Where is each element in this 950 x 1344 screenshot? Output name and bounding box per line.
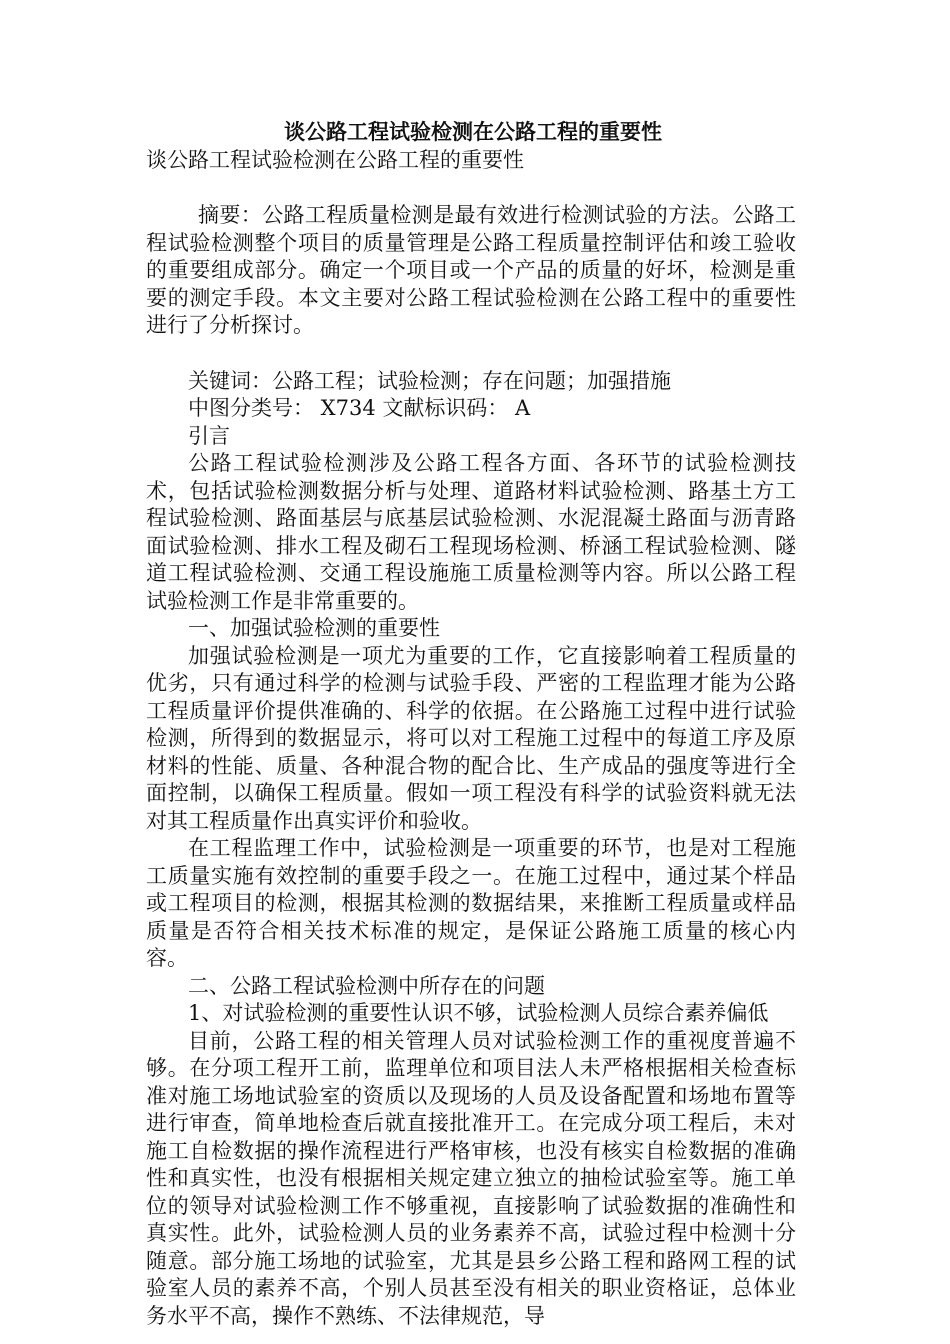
document-page bbox=[146, 118, 796, 1330]
section2-heading: 二、公路工程试验检测中所存在的问题 bbox=[188, 973, 545, 998]
section1-paragraph-1: 加强试验检测是一项尤为重要的工作，它直接影响着工程质量的优劣，只有通过科学的检测与试验手段、严密的工程监理才能为公路工程质量评价提供准确的、科学的依据。在公路施工过程中进行试验检测，所得到的数据显示，将可以对工程施工过程中的每道工序及原材料的性能、质量、各种混合物的配合比、生产成品的强度等进行全面控制，以确保工程质量。假如一项工程没有科学的试验资料就无法对其工程质量作出真实评价和验收。 bbox=[146, 643, 796, 833]
document-title: 谈公路工程试验检测在公路工程的重要性 bbox=[284, 120, 662, 144]
section2-subheading-1: 1、对试验检测的重要性认识不够，试验检测人员综合素养偏低 bbox=[188, 1001, 769, 1025]
keywords-line: 关键词：公路工程；试验检测；存在问题；加强措施 bbox=[188, 368, 671, 393]
intro-heading: 引言 bbox=[188, 423, 230, 448]
abstract-paragraph: 摘要：公路工程质量检测是最有效进行检测试验的方法。公路工程试验检测整个项目的质量管理是公路工程质量控制评估和竣工验收的重要组成部分。确定一个项目或一个产品的质量的好坏，检测是重要的测定手段。本文主要对公路工程试验检测在公路工程中的重要性进行了分析探讨。 bbox=[146, 203, 796, 337]
intro-paragraph: 公路工程试验检测涉及公路工程各方面、各环节的试验检测技术，包括试验检测数据分析与处理、道路材料试验检测、路基土方工程试验检测、路面基层与底基层试验检测、水泥混凝土路面与沥青路面试验检测、排水工程及砌石工程现场检测、桥涵工程试验检测、隧道工程试验检测、交通工程设施施工质量检测等内容。所以公路工程试验检测工作是非常重要的。 bbox=[146, 451, 796, 613]
section2-paragraph-1: 目前，公路工程的相关管理人员对试验检测工作的重视度普遍不够。在分项工程开工前，监理单位和项目法人未严格根据相关检查标准对施工场地试验室的资质以及现场的人员及设备配置和场地布置等进行审查，简单地检查后就直接批准开工。在完成分项工程后，未对施工自检数据的操作流程进行严格审核，也没有核实自检数据的准确性和真实性，也没有根据相关规定建立独立的抽检试验室等。施工单位的领导对试验检测工作不够重视，直接影响了试验数据的准确性和真实性。此外，试验检测人员的业务素养不高，试验过程中检测十分随意。部分施工场地的试验室，尤其是县乡公路工程和路网工程的试验室人员的素养不高，个别人员甚至没有相关的职业资格证，总体业务水平不高，操作不熟练、不法律规范，导 bbox=[146, 1028, 796, 1328]
classification-line: 中图分类号： X734 文献标识码： A bbox=[188, 396, 531, 420]
section1-paragraph-2: 在工程监理工作中，试验检测是一项重要的环节，也是对工程施工质量实施有效控制的重要手段之一。在施工过程中，通过某个样品或工程项目的检测，根据其检测的数据结果，来推断工程质量或样品质量是否符合相关技术标准的规定，是保证公路施工质量的核心内容。 bbox=[146, 836, 796, 970]
document-subtitle: 谈公路工程试验检测在公路工程的重要性 bbox=[146, 148, 524, 172]
section1-heading: 一、加强试验检测的重要性 bbox=[188, 616, 440, 640]
